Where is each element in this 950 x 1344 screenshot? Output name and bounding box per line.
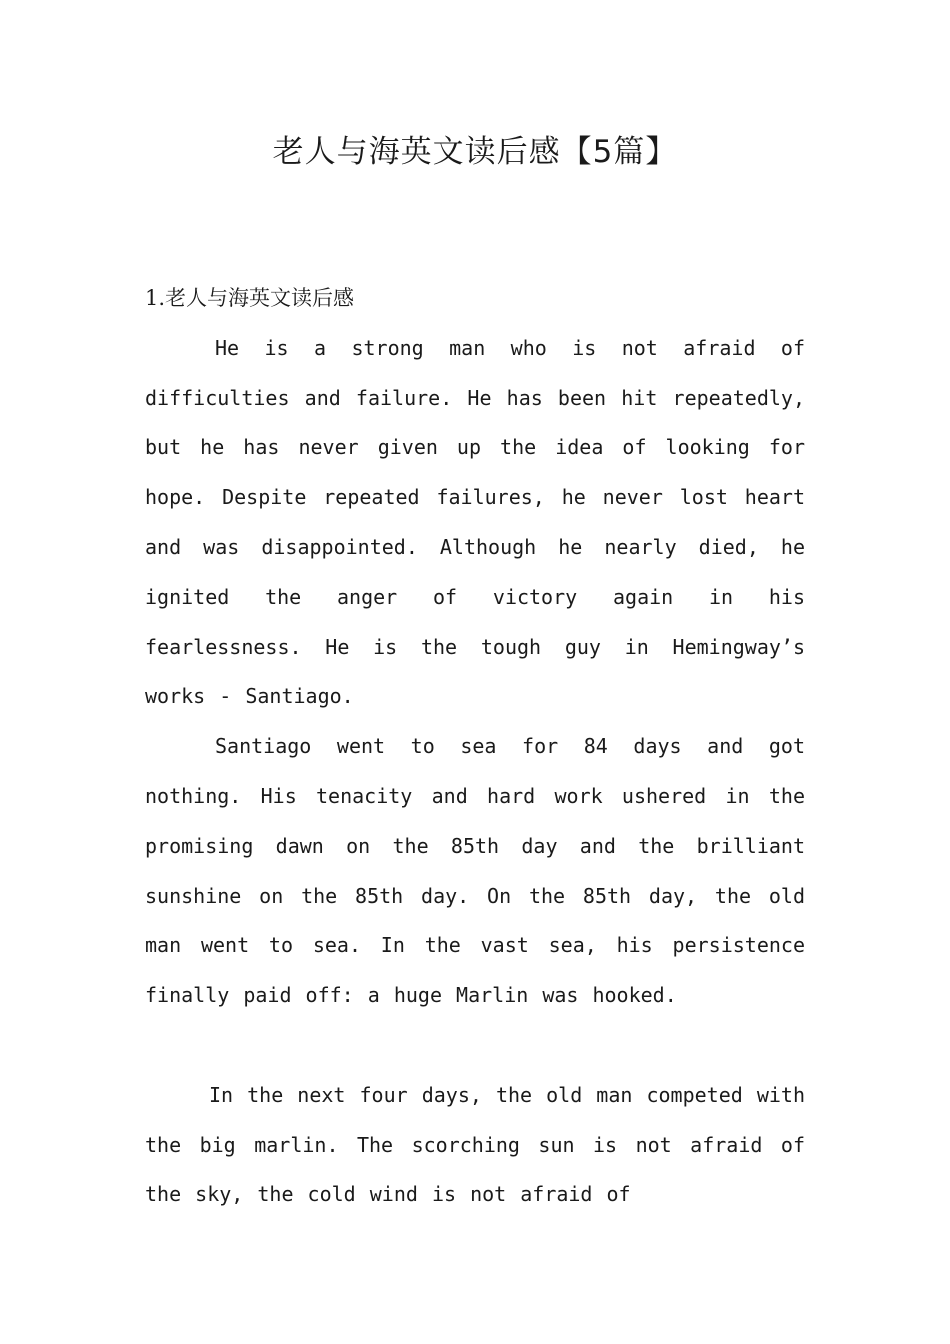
paragraph-2: Santiago went to sea for 84 days and got nothing. His tenacity and hard work ushered in the promising dawn on the 85th day and the brilliant sunshine on the 85th day. On the 85th day, the old man went to sea. In the vast sea, his persistence finally paid off: a huge Marlin was hooked. <box>145 734 805 1008</box>
document-title: 老人与海英文读后感【5篇】 <box>272 134 678 170</box>
paragraph-spacer <box>145 1021 805 1071</box>
paragraph-3: In the next four days, the old man competed with the big marlin. The scorching sun is not afraid of the sky, the cold wind is not afraid of <box>145 1082 805 1207</box>
section-heading: 1.老人与海英文读后感 <box>145 286 355 310</box>
document-body <box>145 274 805 1220</box>
paragraph-1: He is a strong man who is not afraid of difficulties and failure. He has been hit repeatedly, but he has never given up the idea of looking for hope. Despite repeated failures, he never lost heart and was disappointed. Although he nearly died, he ignited the anger of victory again in his fearlessness. He is the tough guy in Hemingway’s works - Santiago. <box>145 335 805 709</box>
